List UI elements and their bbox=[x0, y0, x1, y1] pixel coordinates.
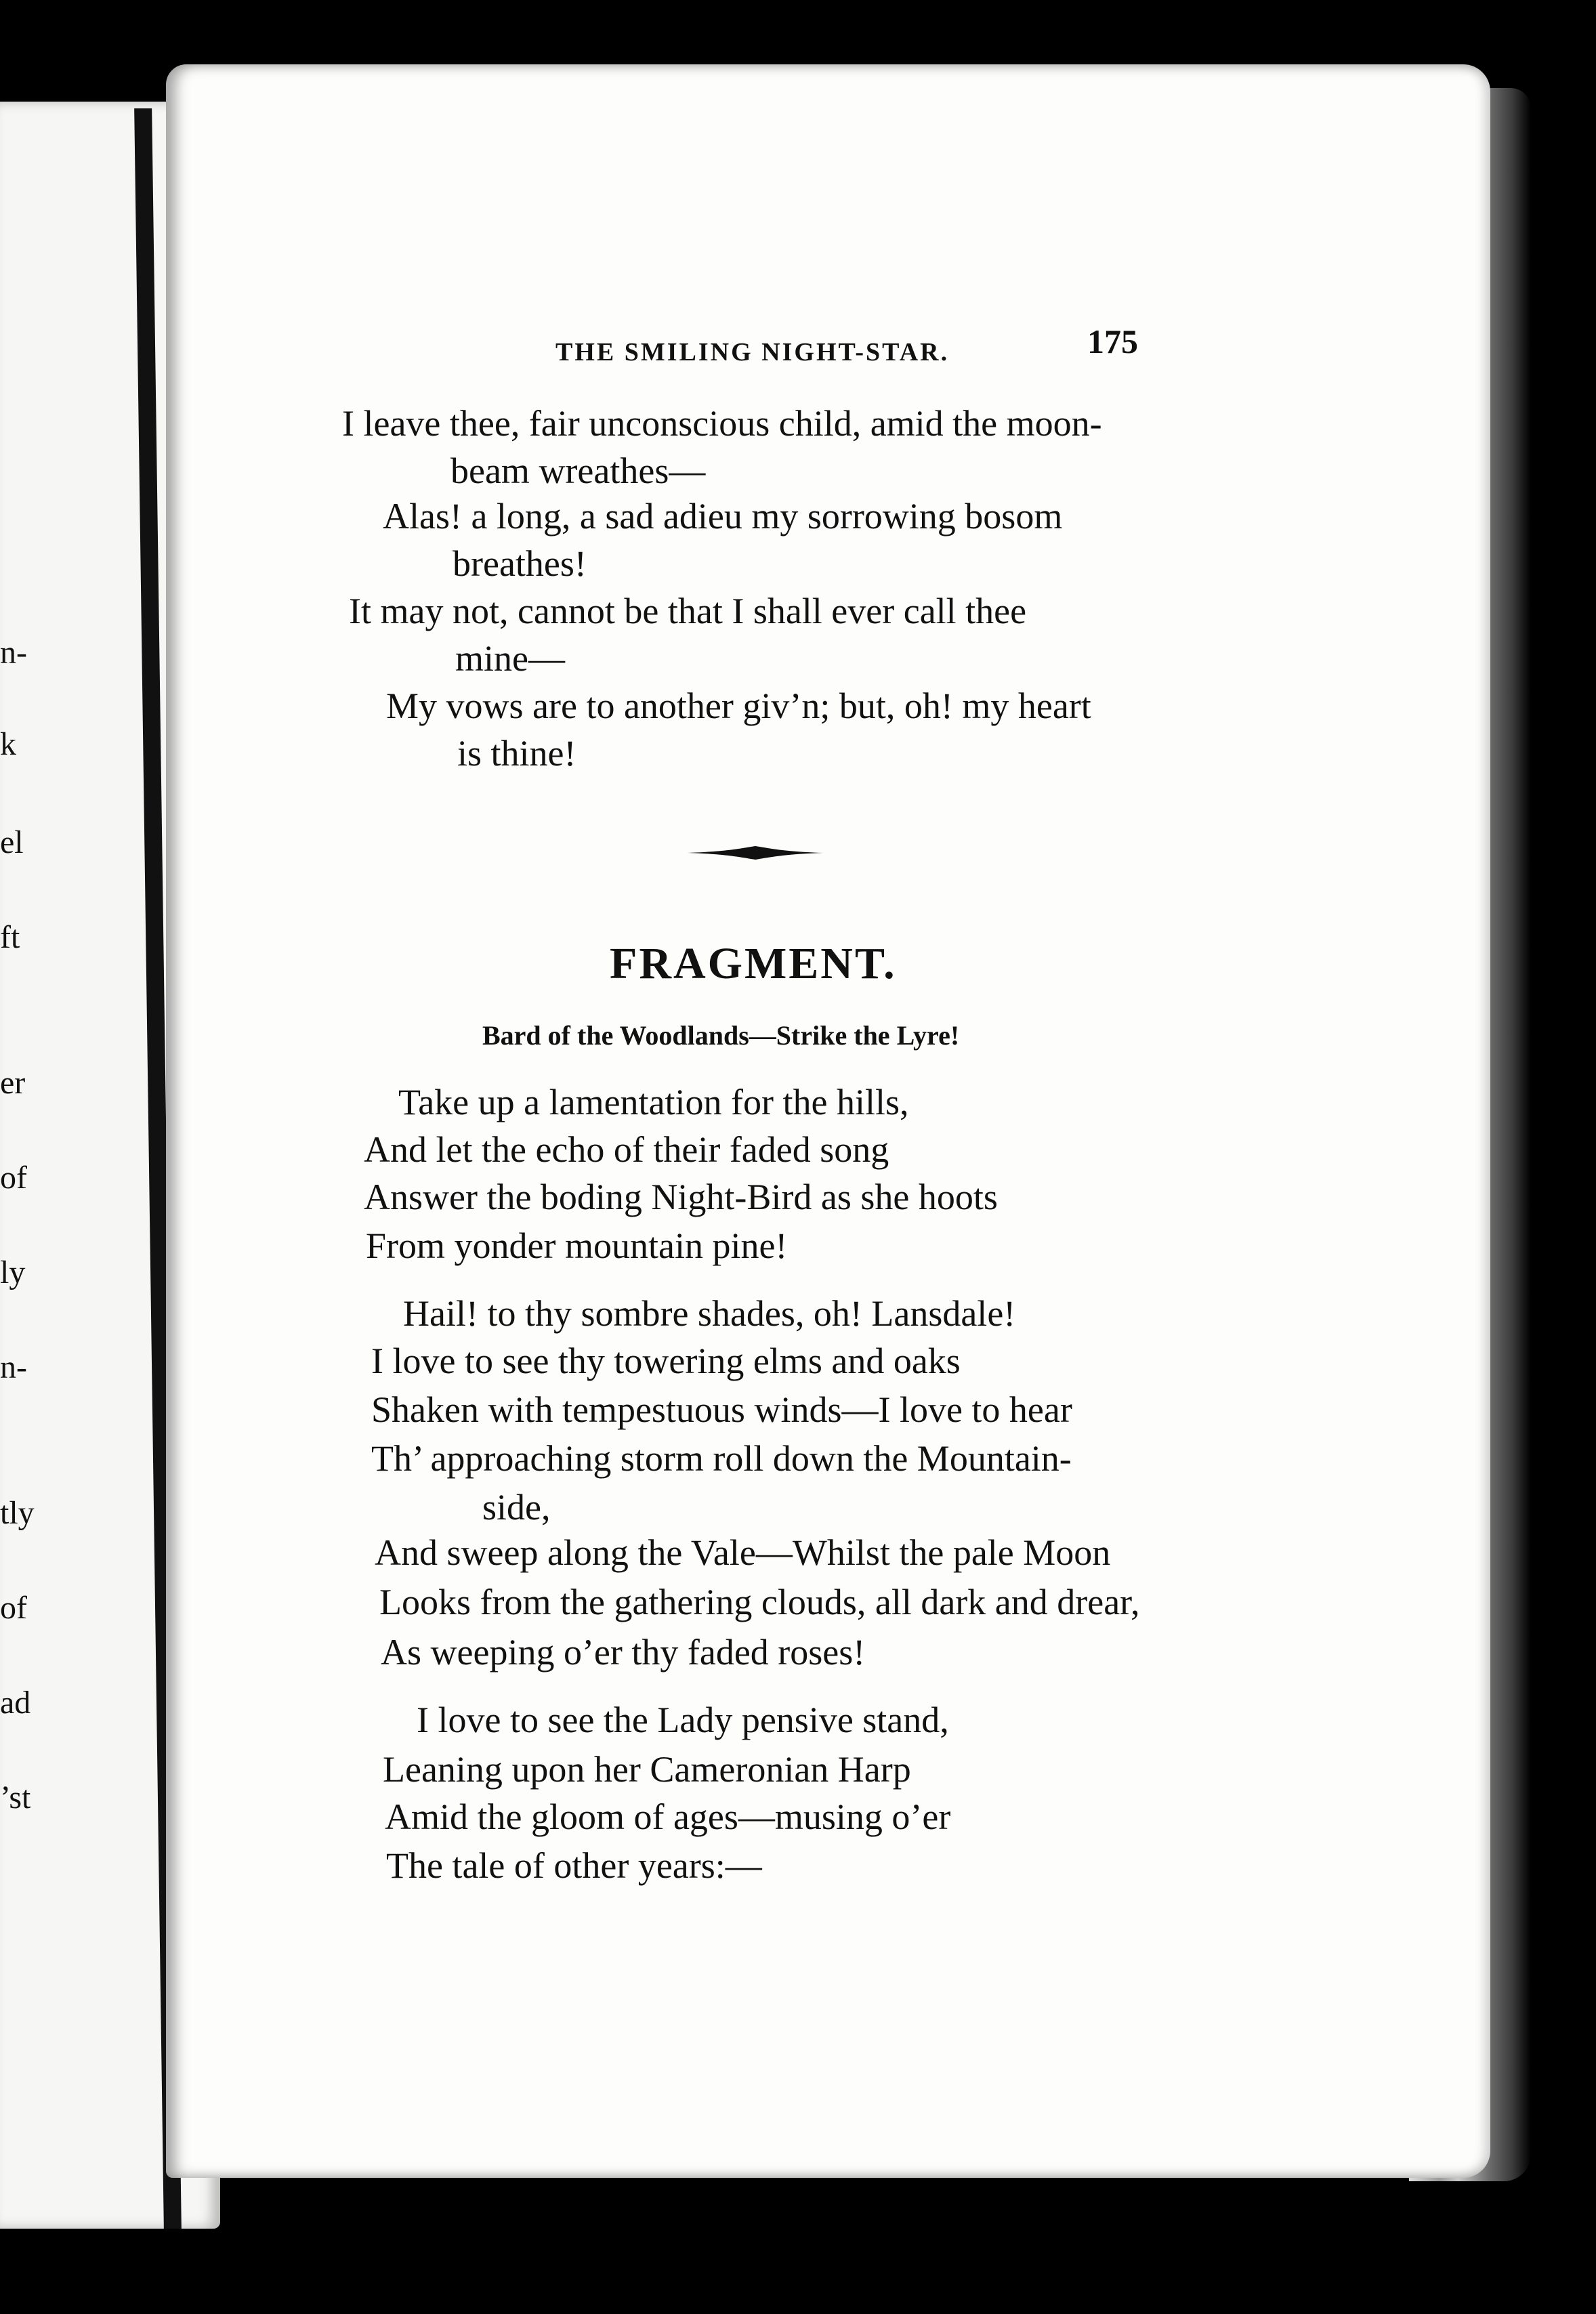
left-page-fragment: tly bbox=[0, 1495, 35, 1531]
verse-line: From yonder mountain pine! bbox=[366, 1225, 788, 1266]
verse-line: The tale of other years:— bbox=[386, 1845, 762, 1886]
left-page-fragment: of bbox=[0, 1160, 27, 1196]
verse-line: Take up a lamentation for the hills, bbox=[398, 1082, 909, 1122]
verse-line: I love to see thy towering elms and oaks bbox=[371, 1341, 961, 1381]
left-page-fragment: n- bbox=[0, 1349, 27, 1385]
verse-line: mine— bbox=[455, 638, 565, 679]
verse-line: beam wreathes— bbox=[450, 450, 706, 491]
verse-line: Amid the gloom of ages—musing o’er bbox=[385, 1796, 951, 1837]
left-page-fragment: of bbox=[0, 1590, 27, 1626]
left-page-fragment: k bbox=[0, 726, 16, 762]
verse-line: I love to see the Lady pensive stand, bbox=[417, 1700, 949, 1740]
left-page-fragment: n- bbox=[0, 635, 27, 671]
verse-line: I leave thee, fair unconscious child, amid the moon- bbox=[342, 403, 1102, 444]
left-page-fragment: ly bbox=[0, 1255, 26, 1290]
left-page-fragment: ft bbox=[0, 919, 20, 955]
verse-line: Alas! a long, a sad adieu my sorrowing bosom bbox=[383, 496, 1063, 537]
poem-title: FRAGMENT. bbox=[610, 939, 897, 988]
verse-line: Th’ approaching storm roll down the Mountain- bbox=[371, 1438, 1072, 1479]
poem-epigraph: Bard of the Woodlands—Strike the Lyre! bbox=[482, 1020, 960, 1051]
verse-line: My vows are to another giv’n; but, oh! my heart bbox=[386, 686, 1091, 726]
verse-line: Looks from the gathering clouds, all dark and drear, bbox=[379, 1582, 1140, 1622]
section-ornament bbox=[688, 843, 823, 863]
left-page-fragment: er bbox=[0, 1065, 26, 1101]
left-page-fragment: ad bbox=[0, 1685, 31, 1721]
verse-line: side, bbox=[482, 1487, 551, 1528]
running-head: THE SMILING NIGHT-STAR. bbox=[555, 338, 950, 366]
verse-line: And let the echo of their faded song bbox=[364, 1129, 889, 1170]
verse-line: It may not, cannot be that I shall ever call thee bbox=[349, 591, 1027, 631]
verse-line: breathes! bbox=[453, 543, 587, 584]
left-page-fragment: el bbox=[0, 824, 24, 860]
page-number: 175 bbox=[1087, 322, 1138, 360]
left-page-fragment: ’st bbox=[0, 1780, 31, 1815]
verse-line: As weeping o’er thy faded roses! bbox=[381, 1632, 866, 1673]
verse-line: Shaken with tempestuous winds—I love to hear bbox=[371, 1389, 1072, 1430]
verse-line: Answer the boding Night-Bird as she hoots bbox=[364, 1177, 998, 1217]
verse-line: Hail! to thy sombre shades, oh! Lansdale! bbox=[403, 1293, 1016, 1334]
verse-line: is thine! bbox=[457, 733, 576, 774]
verse-line: Leaning upon her Cameronian Harp bbox=[383, 1749, 911, 1790]
verse-line: And sweep along the Vale—Whilst the pale Moon bbox=[375, 1532, 1111, 1573]
